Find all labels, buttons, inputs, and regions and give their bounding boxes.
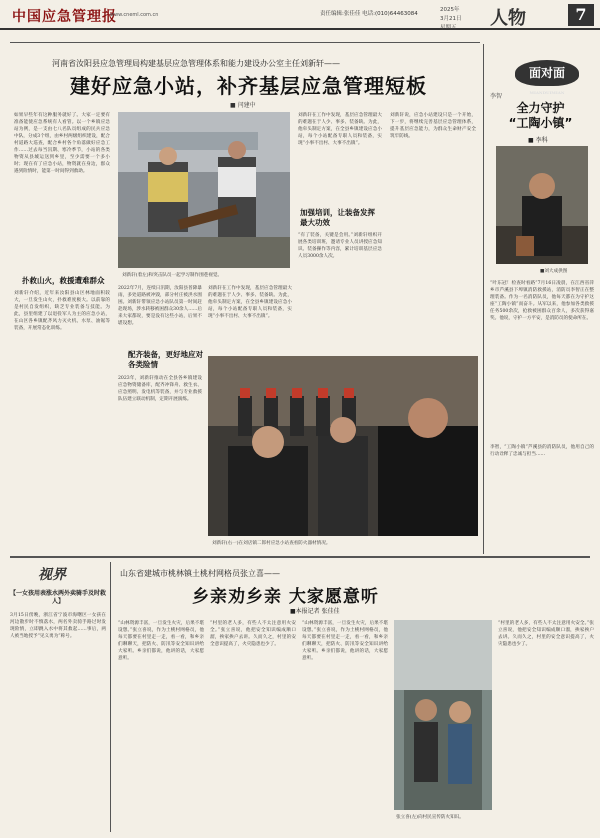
top-rule [10,42,480,43]
paper-name: 中国应急管理报 [12,9,117,25]
main-col4-text: 刘新轩说，应急小站建设只是一个开始，下一步，将继续完善基层应急管理体系，提升基层应急能力，为群众生命财产安全筑牢防线。 [390,113,476,139]
bottom-left-text: 3月15日傍晚，浙江省宁波市海曙区一女孩在河边散步时不慎落水，两名外卖骑手路过时发现险情，立即跳入水中将其救起……事后，两人被当地授予“见义勇为”称号。 [10,613,106,639]
right-title-line1: 全力守护 [516,101,565,115]
main-col3-text2: “有了装备，关键是会用。”刘新轩组织开展各类培训班，邀请专业人员讲授应急知识、装备操作等内容，累计培训基层应急人员3000余人次。 [298,233,382,259]
main-headline: 建好应急小站，补齐基层应急管理短板 [70,74,427,98]
bottom-kicker: 山东省建城市桃林镇土桃村网格员张立喜—— [120,569,280,578]
column-logo-mianduimian [515,60,579,95]
issue-date-day: 3月21日 [440,16,462,22]
bottom-photo [394,620,492,810]
bottom-byline: ■本报记者 张佳佳 [290,608,340,615]
bottom-photo-caption: 张立喜(左)向村民宣传防火知识。 [396,815,464,820]
right-title [488,101,593,131]
main-byline: ■ 闫建中 [230,102,256,109]
photo-training [118,112,290,268]
photo1-caption: 刘新轩(着左)和突击队员一起学习制作围巷视觉。 [122,273,223,278]
main-col1-text2: 刘新轩介绍，近年来汝阳县山区林地面积较大，一旦发生山火，扑救难度极大。以前靠的是村民自发组织，缺乏专业装备与技能。为此，县里组建了以退役军人为主的应急小站，在山区各乡镇配齐风力灭火机、水泵、油锯等装备，开展常态化训练。 [14,291,110,331]
main-col3-continued: 刘新轩在工作中发现，基层应急管理最大的难题在于人少、事多、装备缺。为此，他牵头制定方案，在全县乡镇建设应急小站，每个小站配备专职人员和装备，实现“小事不出村、大事不出镇”。 [298,113,382,146]
issue-weekday: 星期五 [440,25,457,31]
main-col1-subhead: 扑救山火，救援遭难群众 [22,276,105,285]
right-text: “叶东冠！检查时看路”7月16日凌晨，在江西省萍乡市芦溪县下埠镇消防救援站，消防员李智正在整理装备。作为一名消防队员，他每天都在为守护这座“工陶小镇”而奋斗。从军以来，他参加各类救援任务500余次，抢救被困群众百余人，多次获得嘉奖。他说，守护一方平安，是消防员的使命所在。 [490,281,594,321]
main-col2-text2: 2023年，刘新轩推动在全县各乡镇建设应急物资储备库，配齐冲锋舟、救生衣、应急照明、发电机等装备，并与专业救援队伍建立联动机制，定期开展演练。 [118,376,202,402]
section-title: 人物 [490,8,526,29]
main-col2-subhead: 配齐装备，更好地应对各类险情 [128,350,203,369]
bottom-left-title: 【一女孩用表涨水两外卖骑手及时救人】 [10,590,107,605]
photo2-caption: 刘新轩(右一)在刘店镇二郎村应急小站查看防火器材情况。 [212,541,331,546]
paper-url: www.cneml.com.cn [110,12,159,18]
photo-inspection [208,356,478,536]
editors-line: 责任编辑:张佳佳 电话:(010)64463084 [320,11,418,17]
main-col2-text: 2022年7月，连续日汛期，汝阳县普降暴雨，多处道路被冲毁，部分村庄被洪水围困。刘新轩带领应急小站队员第一时间赶赴现场，涉水转移被困群众30余人……后来大家都说，要是没有这些小站，后果不堪设想。 [118,286,202,326]
bottom-right-text: “村里的老人多，有些人不太注意用火安全。”张立喜说，他把安全知识编成顺口溜，挨家挨户去讲。久而久之，村里的安全意识提高了，火灾隐患也少了。 [498,621,594,647]
right-title-line2: “工陶小镇” [508,116,573,130]
portrait-caption: ■刘大成供图 [540,269,568,274]
masthead [0,0,600,30]
main-col1-text: 如果早些年有这种服务就好了。大家一定要有准备能使应急系统有人看管。以一个乡镇应急站为例，是一支由七八名队员组成的民兵应急中队，分成3个组，由乡村两级组织建设，配合村道路大巡查，配合乡村各个角落做好应急工作……过去每当汛期、寒冷季节，小站的各类物资从县城运送到乡里，至少需要一个多小时；现在有了应急小站，物资就在身边，群众遇到险情时，能第一时间得到救助。 [14,113,110,174]
column-logo-shijie: 视界 [38,567,66,583]
portrait-photo [496,146,588,264]
right-divider [483,44,484,554]
column-logo-sub: MIANDUIMIAN [529,90,565,95]
column-logo-text: 面对面 [528,66,565,80]
right-text2: 李智，“工陶小镇”芦溪县的消防队员，他用自己的行动诠释了忠诚与担当…… [490,445,594,457]
right-kicker: 李智 [490,93,503,100]
bottom-col2-text: “村里的老人多，有些人不太注意用火安全。”张立喜说，他把安全知识编成顺口溜，挨家挨户去讲。久而久之，村里的安全意识提高了，火灾隐患也少了。 [210,621,296,647]
bottom-col3-text: “山林资源丰富，一旦发生火灾，后果不堪设想。”张立喜说，作为土桃村网格员，他每天都要在村里走一走，看一看，和乡亲们聊聊天，把防火、防汛等安全知识讲给大家听。乡亲们都说，他讲的话，大家愿意听。 [302,621,388,661]
right-byline: ■ 李科 [528,137,548,144]
issue-date-year: 2025年 [440,7,460,13]
main-kicker: 河南省汝阳县应急管理局构建基层应急管理体系和能力建设办公室主任刘新轩—— [52,59,340,68]
page-number: 7 [568,4,594,26]
bottom-divider [110,562,111,832]
issue-date [440,6,462,33]
main-col3-subhead: 加强培训，让装备发挥最大功效 [300,208,375,227]
bottom-headline: 乡亲劝乡亲 大家愿意听 [192,587,379,607]
bottom-col1-text: “山林资源丰富，一旦发生火灾，后果不堪设想。”张立喜说，作为土桃村网格员，他每天都要在村里走一走，看一看，和乡亲们聊聊天，把防火、防汛等安全知识讲给大家听。乡亲们都说，他讲的话，大家愿意听。 [118,621,204,661]
main-col3-text: 刘新轩在工作中发现，基层应急管理最大的难题在于人少、事多、装备缺。为此，他牵头制定方案，在全县乡镇建设应急小站，每个小站配备专职人员和装备，实现“小事不出村、大事不出镇”。 [208,286,292,319]
section-rule [10,556,590,558]
